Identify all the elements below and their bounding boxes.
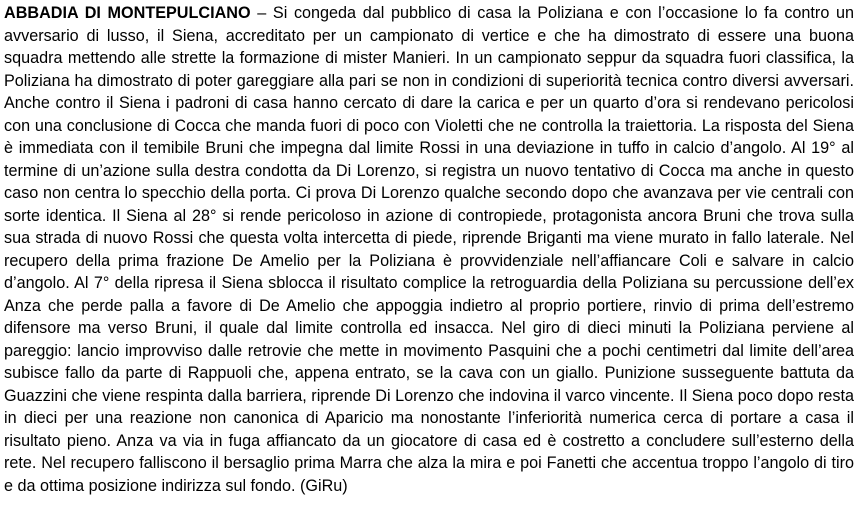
- article-dateline: ABBADIA DI MONTEPULCIANO: [4, 4, 251, 22]
- dateline-separator: –: [250, 4, 273, 22]
- article-paragraph: [4, 2, 854, 497]
- article-body: Si congeda dal pubblico di casa la Poliziana e con l’occasione lo fa contro un avversario di lusso, il Siena, accreditato per un campionato di vertice e che ha dimostrato di essere una buona squadra mettendo alle strette la formazione di mister Manieri. In un campionato seppur da squadra fuori classifica, la Poliziana ha dimostrato di poter gareggiare alla pari se non in condizioni di superiorità tecnica contro diversi avversari. Anche contro il Siena i padroni di casa hanno cercato di dare la carica e per un quarto d’ora si rendevano pericolosi con una conclusione di Cocca che manda fuori di poco con Violetti che ne controlla la traiettoria. La risposta del Siena è immediata con il temibile Bruni che impegna dal limite Rossi in una deviazione in tuffo in calcio d’angolo. Al 19° al termine di un’azione sulla destra condotta da Di Lorenzo, si registra un nuovo tentativo di Cocca ma anche in questo caso non centra lo specchio della porta. Ci prova Di Lorenzo qualche secondo dopo che avanzava per vie centrali con sorte identica. Il Siena al 28° si rende pericoloso in azione di contropiede, protagonista ancora Bruni che trova sulla sua strada di nuovo Rossi che questa volta intercetta di piede, riprende Briganti ma viene murato in fallo laterale. Nel recupero della prima frazione De Amelio per la Poliziana è provvidenziale nell’affiancare Coli e salvare in calcio d’angolo. Al 7° della ripresa il Siena sblocca il risultato complice la retroguardia della Poliziana su percussione dell’ex Anza che perde palla a favore di De Amelio che appoggia indietro al proprio portiere, rinvio di prima dell’estremo difensore ma verso Bruni, il quale dal limite controlla ed insacca. Nel giro di dieci minuti la Poliziana perviene al pareggio: lancio improvviso dalle retrovie che mette in movimento Pasquini che a pochi centimetri dal limite dell’area subisce fallo da parte di Rappuoli che, appena entrato, se la cava con un giallo. Punizione susseguente battuta da Guazzini che viene respinta dalla barriera, riprende Di Lorenzo che indovina il varco vincente. Il Siena poco dopo resta in dieci per una reazione non canonica di Aparicio ma nonostante l’inferiorità numerica cerca di portare a casa il risultato pieno. Anza va via in fuga affiancato da un giocatore di casa ed è costretto a concludere sull’esterno della rete. Nel recupero falliscono il bersaglio prima Marra che alza la mira e poi Fanetti che accentua troppo l’angolo di tiro e da ottima posizione indirizza sul fondo. (GiRu): [4, 4, 854, 495]
